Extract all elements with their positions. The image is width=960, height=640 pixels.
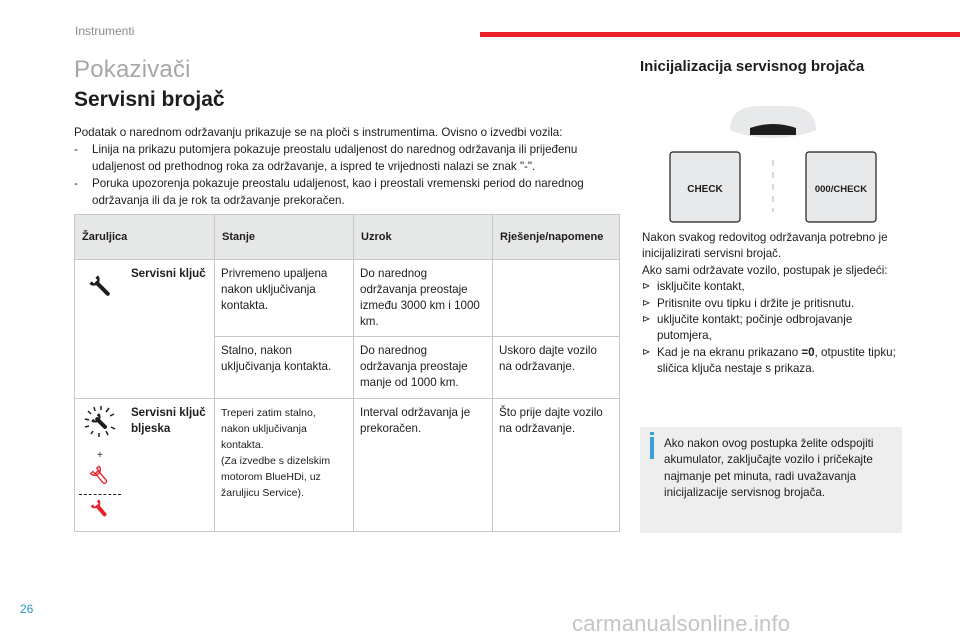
wrench-filled-orange-icon — [86, 498, 114, 520]
state-cell: Privremeno upaljena nakon uključivanja kontakta. — [215, 260, 354, 337]
page-title: Pokazivači — [74, 56, 191, 83]
arrow-bullet-icon: ⊳ — [642, 346, 651, 358]
counter-button-label: 000/CHECK — [814, 184, 868, 195]
reset-step: ⊳ Pritisnite ovu tipku i držite je pritisnutu. — [642, 296, 897, 312]
table-header-row — [75, 215, 620, 260]
reset-step: ⊳ uključite kontakt; počinje odbrojavanje putomjera, — [642, 313, 853, 343]
page-number: 26 — [20, 602, 34, 616]
column-header-light: Žaruljica — [75, 215, 215, 260]
flashing-wrench-icon — [82, 405, 118, 445]
intro-bullet: - Linija na prikazu putomjera pokazuje preostalu udaljenost do narednog održavanja ili prijeđenu udaljenost od prethodnog roka za održavanje, a ispred te vrijednosti nalazi se znak "-". — [74, 143, 578, 173]
reset-heading: Inicijalizacija servisnog brojača — [640, 58, 865, 75]
solution-cell: Što prije dajte vozilo na održavanje. — [493, 399, 620, 532]
cause-cell: Interval održavanja je prekoračen. — [354, 399, 493, 532]
solution-cell: Uskoro dajte vozilo na održavanje. — [493, 337, 620, 399]
arrow-bullet-icon: ⊳ — [642, 314, 651, 326]
column-header-state: Stanje — [215, 215, 354, 260]
dashed-divider — [79, 494, 121, 495]
cause-cell: Do narednog održavanja preostaje manje od 1000 km. — [354, 337, 493, 399]
intro-bullet: - Poruka upozorenja pokazuje preostalu udaljenost, kao i preostali vremenski period do narednog održavanja ili da je rok ta održavanje prekoračen. — [74, 177, 584, 207]
state-note: (Za izvedbe s dizelskim motorom BlueHDi, uz žaruljicu Service). — [221, 455, 331, 499]
info-icon-dot — [650, 432, 654, 435]
reset-paragraph: Ako sami održavate vozilo, postupak je sljedeći: — [642, 263, 888, 277]
reset-step: ⊳ isključite kontakt, — [642, 279, 897, 295]
intro-text — [74, 124, 626, 209]
watermark: carmanualsonline.info — [572, 611, 791, 636]
check-button-label: CHECK — [687, 184, 723, 195]
plus-sign: + — [97, 450, 103, 461]
column-header-solution: Rješenje/napomene — [493, 215, 620, 260]
light-name: Servisni ključ bljeska — [125, 399, 215, 532]
info-icon — [650, 437, 654, 459]
reset-step: ⊳ Kad je na ekranu prikazano =0, otpustite tipku; sličica ključa nestaje s prikaza. — [642, 345, 896, 376]
intro-paragraph: Podatak o narednom održavanju prikazuje se na ploči s instrumentima. Ovisno o izvedbi vozila: — [74, 126, 563, 139]
arrow-bullet-icon: ⊳ — [642, 297, 651, 309]
state-text: Treperi zatim stalno, nakon uključivanja kontakta. — [221, 407, 316, 451]
zero-value: =0 — [801, 345, 815, 359]
light-icon-cell — [75, 260, 125, 399]
reset-paragraph: Nakon svakog redovitog održavanja potrebno je inicijalizirati servisni brojač. — [642, 231, 888, 261]
light-icon-cell — [75, 399, 125, 532]
section-label: Instrumenti — [75, 24, 135, 38]
table-row — [75, 260, 620, 337]
dashboard-buttons-illustration — [668, 100, 878, 225]
reset-instructions — [642, 230, 897, 378]
solution-cell — [493, 260, 620, 337]
note-text: Ako nakon ovog postupka želite odspojiti akumulator, zaključajte vozilo i pričekajte najmanje pet minuta, radi uvažavanja inicijalizacije servisnog brojača. — [664, 437, 874, 500]
cause-cell: Do narednog održavanja preostaje između 3000 km i 1000 km. — [354, 260, 493, 337]
column-header-cause: Uzrok — [354, 215, 493, 260]
state-cell: Stalno, nakon uključivanja kontakta. — [215, 337, 354, 399]
wrench-outline-icon — [86, 465, 114, 487]
arrow-bullet-icon: ⊳ — [642, 281, 651, 293]
header-accent-bar — [480, 32, 960, 37]
table-row — [75, 399, 620, 532]
warning-light-table — [74, 214, 620, 532]
wrench-icon — [86, 272, 114, 300]
section-heading: Servisni brojač — [74, 88, 225, 111]
light-name: Servisni ključ — [125, 260, 215, 399]
state-cell — [215, 399, 354, 532]
